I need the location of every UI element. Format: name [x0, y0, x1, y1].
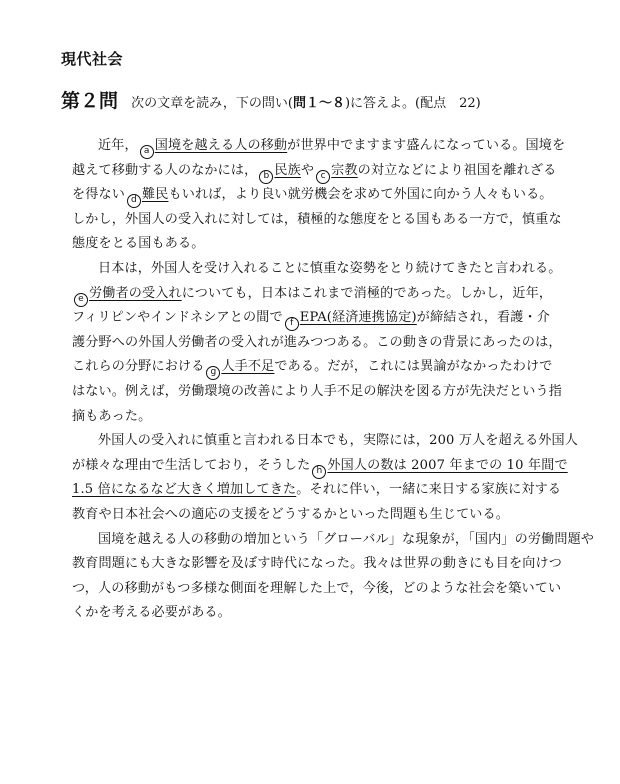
underlined-term-h-continued: 1.5 倍になるなど大きく増加してきた: [72, 482, 297, 498]
instruction-pre: 次の文章を読み，下の問い(: [131, 96, 293, 111]
text-segment: についても，日本はこれまで消極的であった。しかし，近年，: [181, 285, 553, 301]
passage-line: 国境を越える人の移動の増加という「グローバル」な現象が，「国内」の労働問題や: [98, 531, 595, 547]
passage-line: しかし，外国人の受入れに対しては，積極的な態度をとる国もある一方で，慎重な: [72, 211, 562, 227]
text-segment: が世界中でますます盛んになっている。国境を: [287, 138, 566, 153]
underlined-term-d: 難民: [141, 187, 169, 203]
marker-g: g: [206, 366, 220, 380]
passage-line: [72, 306, 550, 331]
passage-line: つ，人の移動がもつ多様な側面を理解した上で，今後，どのような社会を築いてい: [72, 580, 562, 596]
underlined-term-a: 国境を越える人の移動: [154, 138, 288, 153]
underlined-term-h: 外国人の数は 2007 年までの 10 年間で: [327, 457, 568, 473]
text-segment: を得ない: [72, 187, 125, 203]
text-segment: が様々な理由で生活しており，そうした: [72, 457, 311, 473]
passage-line: [72, 355, 553, 380]
text-segment: の対立などにより祖国を離れざる: [357, 162, 557, 178]
passage-line: 摘もあった。: [72, 408, 152, 424]
passage-line: くかを考える必要がある。: [72, 605, 231, 621]
passage-line: [72, 478, 562, 503]
text-segment: これらの分野における: [72, 359, 205, 375]
passage-line: [72, 183, 553, 208]
passage-line: [72, 282, 553, 307]
text-segment: 。それに伴い，一緒に来日する家族に対する: [296, 482, 562, 498]
subject-title: 現代社会: [61, 50, 124, 68]
instruction-post: )に答えよ。(配点 22): [344, 96, 481, 111]
instruction-question-range: 問１～８: [292, 96, 345, 111]
underlined-term-g: 人手不足: [221, 359, 275, 375]
question-number: 第２問: [61, 90, 119, 112]
passage-line: 護分野への外国人労働者の受入れが進みつつある。この動きの背景にあったのは，: [72, 334, 562, 350]
marker-h: h: [312, 465, 326, 479]
passage-line: [72, 134, 566, 159]
text-segment: 近年，: [98, 138, 138, 153]
underlined-term-b: 民族: [274, 162, 301, 178]
text-segment: フィリピンやインドネシアとの間で: [72, 310, 283, 326]
marker-e: e: [74, 293, 88, 307]
passage-line: 教育や日本社会への適応の支援をどうするかといった問題も生じている。: [72, 506, 510, 522]
passage: [72, 134, 595, 626]
marker-a: a: [140, 145, 154, 159]
underlined-term-c: 宗教: [331, 162, 358, 178]
text-segment: が締結され，看護・介: [416, 310, 551, 326]
text-segment: や: [300, 162, 315, 178]
text-segment: もいれば，より良い就労機会を求めて外国に向かう人々もいる。: [168, 187, 553, 203]
text-segment: である。だが，これには異論がなかったわけで: [274, 359, 553, 375]
text-segment: 越えて移動する人のなかには，: [72, 162, 258, 178]
underlined-term-e: 労働者の受入れ: [89, 285, 182, 301]
passage-line: 外国人の受入れに慎重と言われる日本でも，実際には，200 万人を超える外国人: [98, 433, 579, 449]
passage-line: 教育問題にも大きな影響を及ぼす時代になった。我々は世界の動きにも目を向けつ: [72, 556, 563, 572]
marker-d: d: [127, 194, 141, 208]
passage-line: [72, 454, 568, 479]
passage-line: 態度をとる国もある。: [72, 236, 205, 252]
marker-f: f: [285, 317, 299, 331]
question-header: [61, 86, 481, 113]
marker-c: c: [316, 170, 330, 184]
passage-line: はない。例えば，労働環境の改善により人手不足の解決を図る方が先決だという指: [72, 383, 563, 399]
underlined-term-f: EPA(経済連携協定): [299, 310, 417, 326]
marker-b: b: [259, 170, 273, 184]
passage-line: [72, 159, 557, 184]
passage-line: 日本は，外国人を受け入れることに慎重な姿勢をとり続けてきたと言われる。: [98, 260, 562, 276]
question-instruction: [131, 96, 481, 111]
